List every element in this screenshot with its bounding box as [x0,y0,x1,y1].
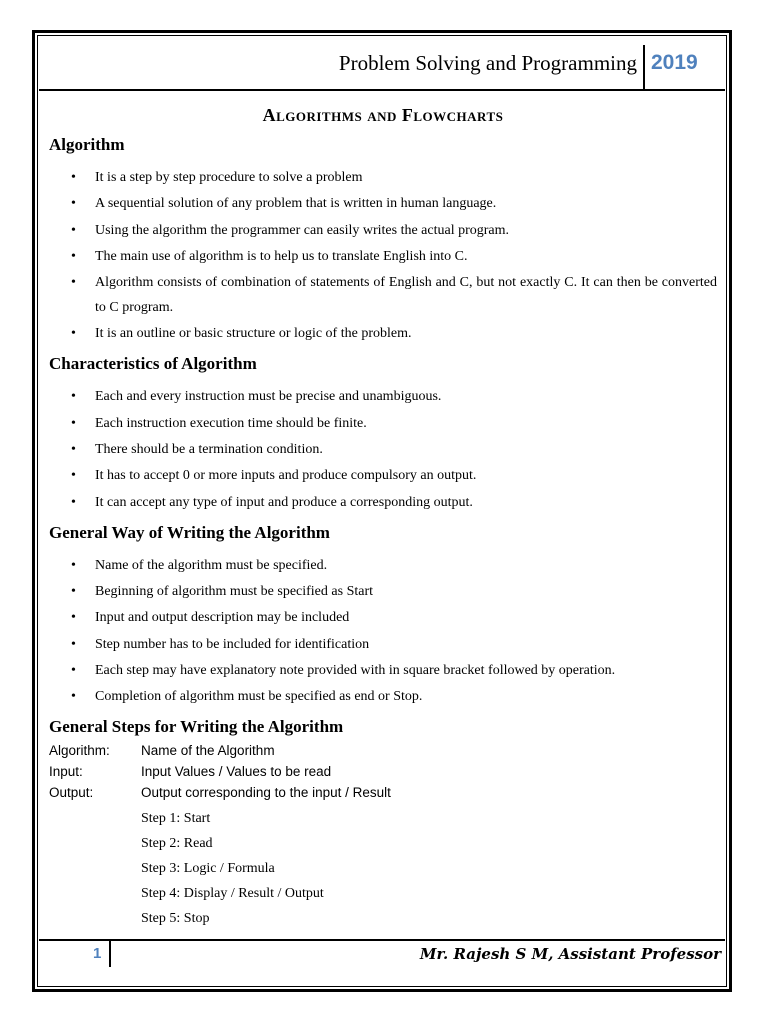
template-row [49,743,717,764]
page-header [35,33,729,91]
footer-divider [109,941,111,967]
list-item: • Using the algorithm the programmer can easily writes the actual program. [49,218,717,243]
list-item: • Each instruction execution time should be finite. [49,411,717,436]
step-line: Step 2: Read [141,836,213,852]
step-line: Step 4: Display / Result / Output [141,886,324,902]
page-number: 1 [93,945,102,962]
header-year: 2019 [651,51,698,74]
template-key: Output: [49,785,94,801]
template-key: Input: [49,764,83,780]
list-item: • Input and output description may be included [49,605,717,630]
template-value: Input Values / Values to be read [141,764,332,780]
footer-rule [39,939,725,941]
list-item: • Each step may have explanatory note provided with in square bracket followed by operation. [49,658,717,683]
list-item: • Algorithm consists of combination of statements of English and C, but not exactly C. It can then be converted to C program. [49,270,717,320]
template-row [49,764,717,785]
template-row [49,785,717,806]
header-title: Problem Solving and Programming [338,51,637,75]
list-item: • Name of the algorithm must be specified. [49,553,717,578]
list-item: • It is a step by step procedure to solve a problem [49,165,717,190]
section-heading-general-way: General Way of Writing the Algorithm [49,522,330,542]
list-item: • Beginning of algorithm must be specified as Start [49,579,717,604]
list-item: • A sequential solution of any problem that is written in human language. [49,191,717,216]
page-border [32,30,732,992]
template-value: Output corresponding to the input / Result [141,785,391,801]
list-item: • Completion of algorithm must be specified as end or Stop. [49,684,717,709]
list-item: • Step number has to be included for identification [49,632,717,657]
template-key: Algorithm: [49,743,110,759]
step-line: Step 1: Start [141,811,211,827]
general-way-list [49,553,717,709]
footer-author: Mr. Rajesh S M, Assistant Professor [419,945,721,963]
characteristics-list [49,384,717,514]
algorithm-template [49,743,717,931]
header-rule [39,89,725,91]
page-content [49,105,717,931]
list-item: • Each and every instruction must be precise and unambiguous. [49,384,717,409]
section-heading-algorithm: Algorithm [49,135,125,154]
list-item: • There should be a termination condition. [49,437,717,462]
document-title: Algorithms and Flowcharts [262,105,504,125]
list-item: • It can accept any type of input and produce a corresponding output. [49,490,717,515]
step-line: Step 5: Stop [141,911,210,927]
algorithm-list [49,165,717,346]
step-line: Step 3: Logic / Formula [141,861,275,877]
template-value: Name of the Algorithm [141,743,275,759]
list-item: • The main use of algorithm is to help us to translate English into C. [49,244,717,269]
header-divider [643,45,645,89]
section-heading-characteristics: Characteristics of Algorithm [49,354,257,374]
section-heading-general-steps: General Steps for Writing the Algorithm [49,717,344,737]
list-item: • It has to accept 0 or more inputs and produce compulsory an output. [49,463,717,488]
list-item: • It is an outline or basic structure or logic of the problem. [49,321,717,346]
